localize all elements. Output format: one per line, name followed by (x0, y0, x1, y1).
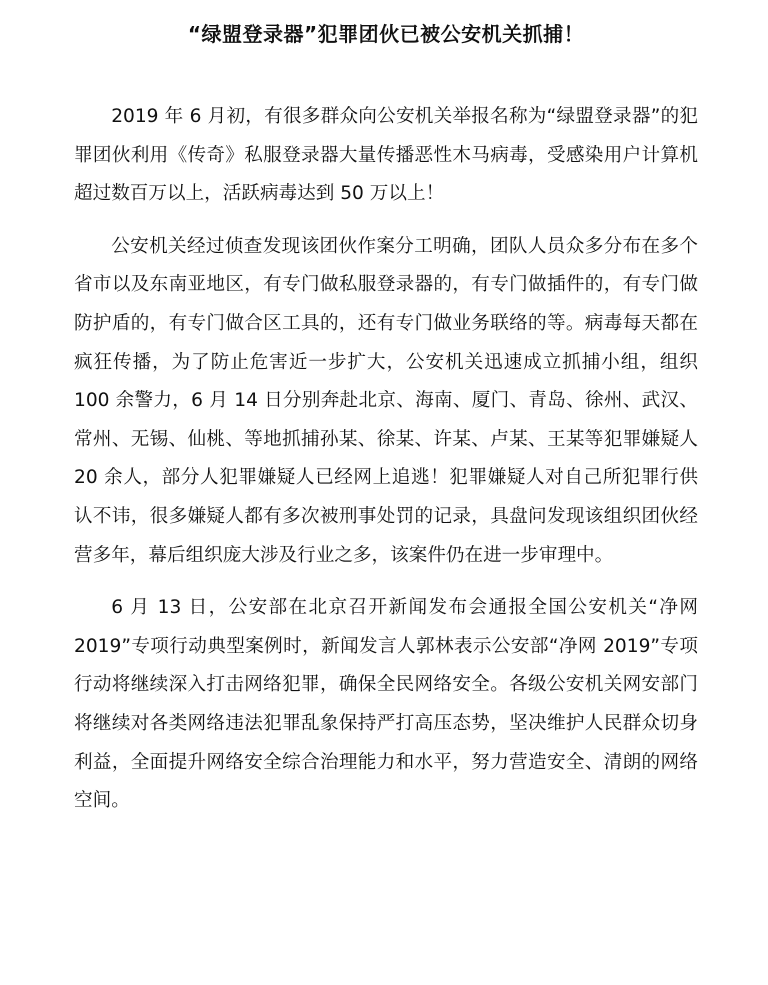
paragraph-press-conference: 6 月 13 日，公安部在北京召开新闻发布会通报全国公安机关“净网 2019”专项行动典型案例时，新闻发言人郭林表示公安部“净网 2019”专项行动将继续深入打击网络犯罪，确保全民网络安全。各级公安机关网安部门将继续对各类网络违法犯罪乱象保持严打高压态势，坚决维护人民群众切身利益，全面提升网络安全综合治理能力和水平，努力营造安全、清朗的网络空间。 (74, 597, 698, 812)
document-page (74, 18, 698, 821)
paragraph-investigation: 公安机关经过侦查发现该团伙作案分工明确，团队人员众多分布在多个省市以及东南亚地区，有专门做私服登录器的，有专门做插件的，有专门做防护盾的，有专门做合区工具的，还有专门做业务联络的等。病毒每天都在疯狂传播，为了防止危害近一步扩大，公安机关迅速成立抓捕小组，组织 100 余警力，6 月 14 日分别奔赴北京、海南、厦门、青岛、徐州、武汉、常州、无锡、仙桃、等地抓捕孙某、徐某、许某、卢某、王某等犯罪嫌疑人 20 余人，部分人犯罪嫌疑人已经网上追逃！犯罪嫌疑人对自己所犯罪行供认不讳，很多嫌疑人都有多次被刑事处罚的记录，具盘问发现该组织团伙经营多年，幕后组织庞大涉及行业之多，该案件仍在进一步审理中。 (74, 235, 698, 566)
paragraph-report: 2019 年 6 月初，有很多群众向公安机关举报名称为“绿盟登录器”的犯罪团伙利用《传奇》私服登录器大量传播恶性木马病毒，受感染用户计算机超过数百万以上，活跃病毒达到 50 万以上！ (74, 106, 698, 205)
page-title: “绿盟登录器”犯罪团伙已被公安机关抓捕！ (187, 22, 585, 46)
